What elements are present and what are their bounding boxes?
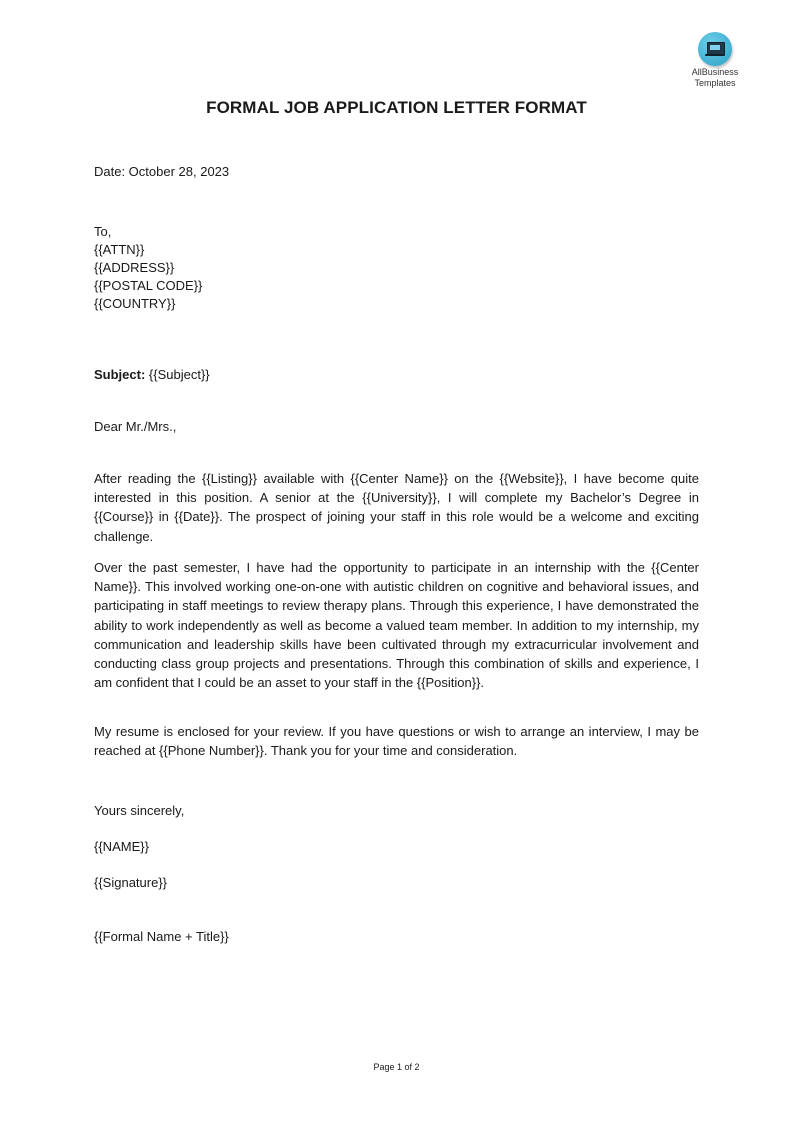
body-paragraph-3: My resume is enclosed for your review. If you have questions or wish to arrange an interview, I may be reached at {{Phone Number}}. Thank you for your time and consideration.: [94, 724, 699, 759]
body-paragraph-1: After reading the {{Listing}} available with {{Center Name}} on the {{Website}}, I have become quite interested in this position. A senior at the {{University}}, I will complete my Bachelor’s Degree in {{Course}} in {{Date}}. The prospect of joining your staff in this role would be a welcome and exciting challenge.: [94, 471, 699, 544]
laptop-icon: [698, 32, 732, 66]
recipient-line: {{COUNTRY}}: [94, 296, 176, 311]
salutation: Dear Mr./Mrs.,: [94, 419, 177, 434]
recipient-line: {{POSTAL CODE}}: [94, 278, 203, 293]
subject-label: Subject:: [94, 367, 146, 382]
allbusiness-templates-logo: [684, 32, 746, 88]
recipient-line: {{ATTN}}: [94, 242, 145, 257]
recipient-address: [94, 223, 202, 313]
sender-name: {{NAME}}: [94, 839, 149, 854]
logo-text-line1: AllBusiness: [691, 67, 739, 77]
closing: Yours sincerely,: [94, 803, 185, 818]
subject-line: [94, 366, 210, 384]
letter-date: Date: October 28, 2023: [94, 164, 230, 179]
logo-text-line2: Templates: [694, 78, 736, 88]
formal-name-title: {{Formal Name + Title}}: [94, 929, 229, 944]
page-number: Page 1 of 2: [373, 1062, 420, 1072]
recipient-line: To,: [94, 224, 112, 239]
document-title: FORMAL JOB APPLICATION LETTER FORMAT: [206, 98, 587, 117]
body-paragraph-2: Over the past semester, I have had the opportunity to participate in an internship with the {{Center Name}}. This involved working one-on-one with autistic children on cognitive and behavioral issues, and participating in staff meetings to review therapy plans. Through this experience, I have demonstrated the ability to work independently as well as become a valued team member. In addition to my internship, my communication and leadership skills have been cultivated through my extracurricular involvement and conducting class group projects and presentations. Through this combination of skills and experience, I am confident that I could be an asset to your staff in the {{Position}}.: [94, 560, 699, 691]
subject-value: {{Subject}}: [145, 367, 210, 382]
signature: {{Signature}}: [94, 875, 168, 890]
recipient-line: {{ADDRESS}}: [94, 260, 175, 275]
